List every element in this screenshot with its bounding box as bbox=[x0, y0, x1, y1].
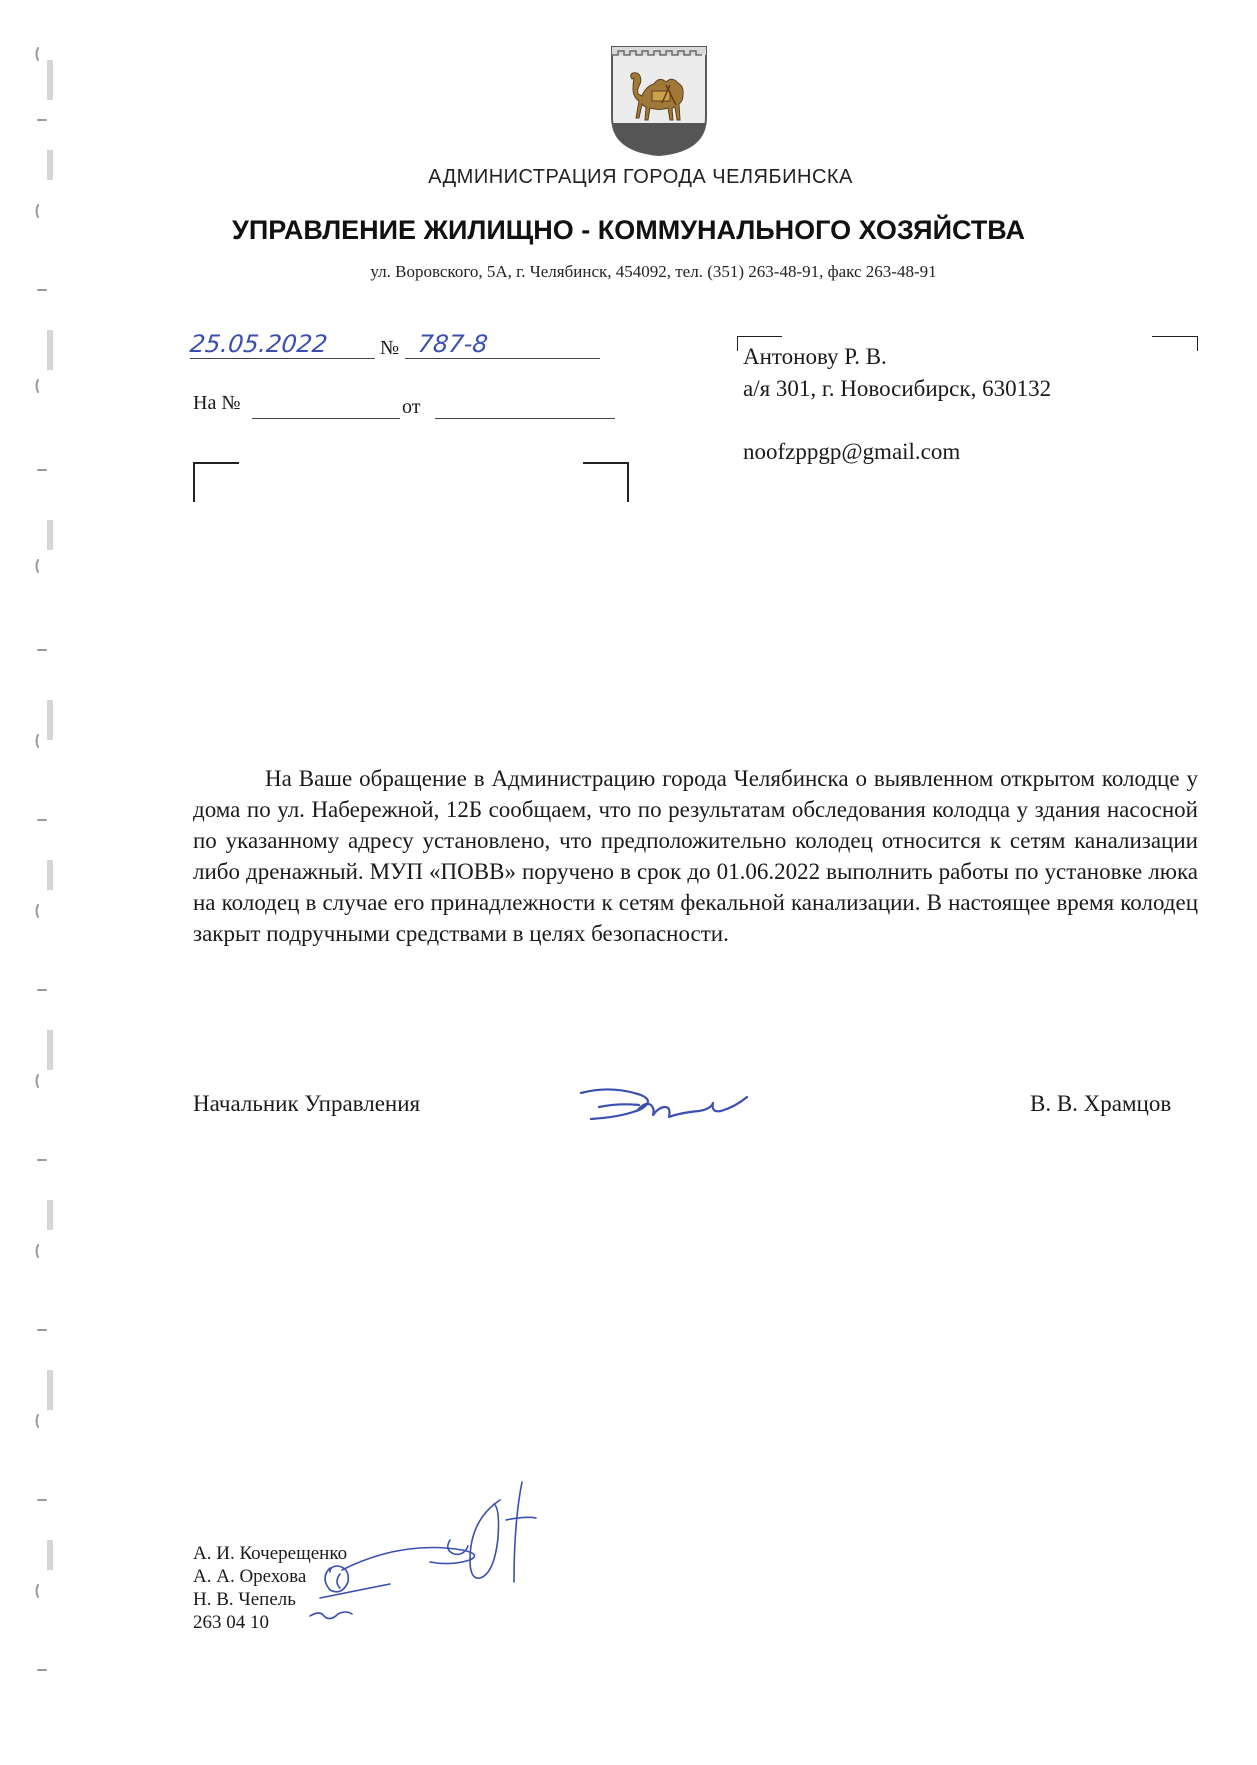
signer-name: В. В. Храмцов bbox=[1030, 1091, 1172, 1116]
reply-to-from-label: от bbox=[402, 396, 421, 418]
coat-of-arms-camel-emblem bbox=[608, 45, 710, 157]
registration-number: 787-8 bbox=[416, 330, 490, 358]
letter-body: На Ваше обращение в Администрацию города Челябинска о выявленном открытом колодце у дома по ул. Набережной, 12Б сообщаем, что по результатам обследования колодца у здания насосной по указанному адресу установлено, что предположительно колодец относится к сетям канализации либо дренажный. МУП «ПОВВ» поручено в срок до 01.06.2022 выполнить работы по установке люка на колодец в случае его принадлежности к сетям фекальной канализации. В настоящее время колодец закрыт подручными средствами в целях безопасности. bbox=[193, 766, 1198, 946]
recipient-name: Антонову Р. В. bbox=[743, 344, 887, 369]
recipient-address: а/я 301, г. Новосибирск, 630132 bbox=[743, 376, 1052, 401]
reply-to-date-underline bbox=[435, 418, 615, 419]
handwritten-signature bbox=[575, 1075, 815, 1145]
registration-date: 25.05.2022 bbox=[188, 330, 329, 358]
registration-number-underline bbox=[405, 358, 600, 359]
recipient-bracket-right bbox=[1152, 336, 1198, 351]
executor-name: Н. В. Чепель bbox=[193, 1589, 296, 1610]
executor-phone: 263 04 10 bbox=[193, 1612, 269, 1633]
subject-bracket-right bbox=[583, 462, 629, 502]
recipient-email: noofzppgp@gmail.com bbox=[743, 439, 961, 464]
department-name: УПРАВЛЕНИЕ ЖИЛИЩНО - КОММУНАЛЬНОГО ХОЗЯЙСТВА bbox=[232, 215, 1025, 245]
department-address: ул. Воровского, 5А, г. Челябинск, 454092, тел. (351) 263-48-91, факс 263-48-91 bbox=[370, 262, 937, 281]
subject-bracket-left bbox=[193, 462, 239, 502]
signer-title: Начальник Управления bbox=[193, 1091, 421, 1116]
registration-date-underline bbox=[190, 358, 375, 359]
reply-to-number-label: На № bbox=[193, 392, 241, 414]
registration-number-label: № bbox=[380, 337, 400, 359]
organization-name: АДМИНИСТРАЦИЯ ГОРОДА ЧЕЛЯБИНСКА bbox=[428, 166, 853, 188]
executor-name: А. И. Кочерещенко bbox=[193, 1543, 348, 1564]
executor-approval-signatures bbox=[300, 1480, 560, 1650]
executor-name: А. А. Орехова bbox=[193, 1566, 307, 1587]
reply-to-number-underline bbox=[252, 418, 400, 419]
